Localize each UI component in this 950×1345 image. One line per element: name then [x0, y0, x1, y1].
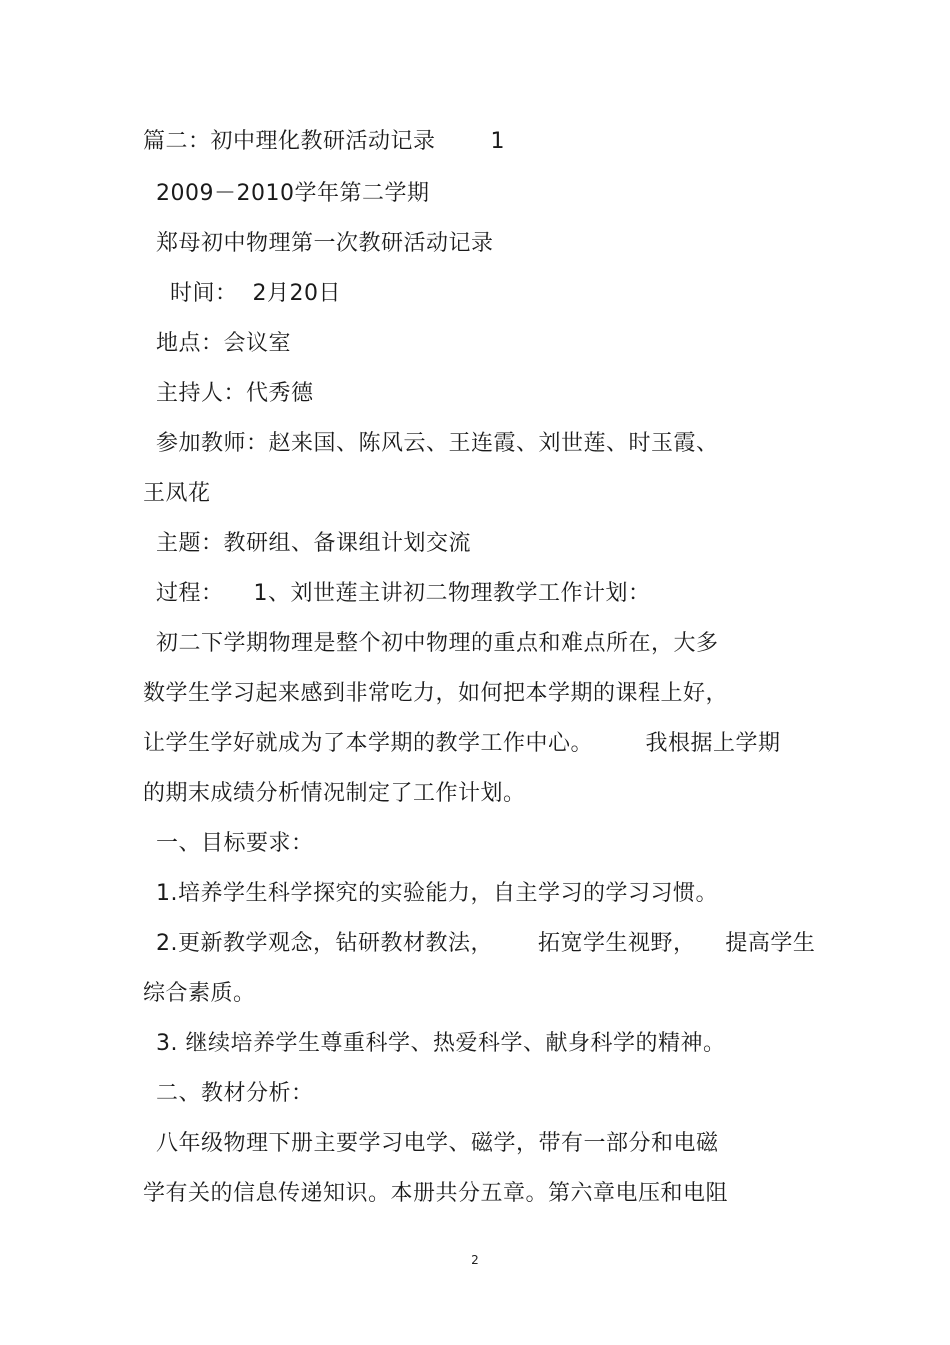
time-line: 时间： 2月20日 — [170, 281, 341, 306]
paragraph-line: 让学生学好就成为了本学期的教学工作中心。 我根据上学期 — [143, 731, 781, 756]
goal-item: 3. 继续培养学生尊重科学、热爱科学、献身科学的精神。 — [156, 1031, 726, 1056]
paragraph-line: 数学生学习起来感到非常吃力，如何把本学期的课程上好， — [143, 681, 729, 706]
participants-line: 参加教师：赵来国、陈风云、王连霞、刘世莲、时玉霞、 — [156, 431, 719, 456]
paragraph-line: 学有关的信息传递知识。本册共分五章。第六章电压和电阻 — [143, 1181, 729, 1206]
goal-item: 1.培养学生科学探究的实验能力，自主学习的学习习惯。 — [156, 881, 718, 906]
paragraph-line: 的期末成绩分析情况制定了工作计划。 — [143, 781, 526, 806]
page-number: 2 — [471, 1253, 479, 1267]
document-heading — [143, 127, 505, 157]
term-line: 2009－2010学年第二学期 — [156, 181, 430, 206]
section-heading: 一、目标要求： — [156, 831, 314, 856]
host-line: 主持人：代秀德 — [156, 381, 314, 406]
participants-line-cont: 王凤花 — [143, 481, 211, 506]
paragraph-line: 初二下学期物理是整个初中物理的重点和难点所在，大多 — [156, 631, 719, 656]
topic-line: 主题：教研组、备课组计划交流 — [156, 531, 472, 556]
paragraph-line: 八年级物理下册主要学习电学、磁学，带有一部分和电磁 — [156, 1131, 719, 1156]
location-line: 地点：会议室 — [156, 331, 292, 356]
goal-item-cont: 综合素质。 — [143, 981, 256, 1006]
section-heading: 二、教材分析： — [156, 1081, 314, 1106]
process-line: 过程： 1、刘世莲主讲初二物理教学工作计划： — [156, 581, 651, 606]
goal-item: 2.更新教学观念，钻研教材教法， 拓宽学生视野， 提高学生 — [156, 931, 816, 956]
record-title: 郑母初中物理第一次教研活动记录 — [156, 231, 494, 256]
heading-number: 1 — [490, 129, 506, 154]
heading-text: 篇二：初中理化教研活动记录 — [143, 129, 436, 154]
